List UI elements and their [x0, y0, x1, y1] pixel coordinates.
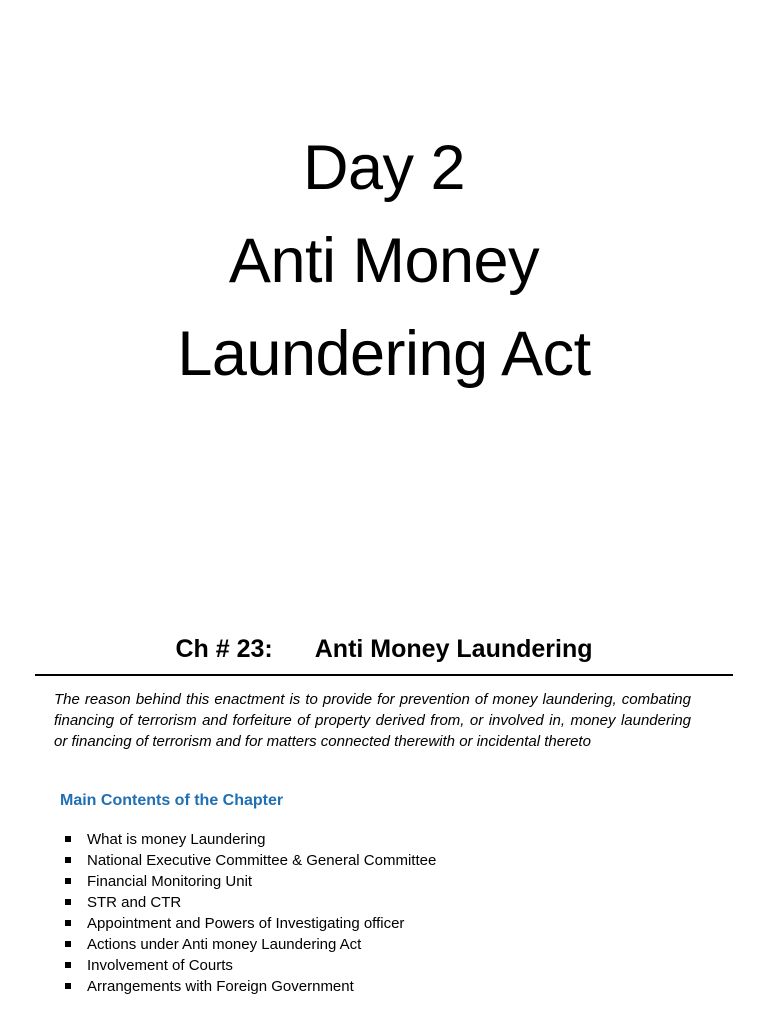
list-item [62, 976, 436, 997]
chapter-heading [0, 630, 768, 668]
square-bullet-icon [65, 857, 71, 863]
list-item-text: Involvement of Courts [87, 957, 233, 974]
contents-list [62, 829, 436, 997]
square-bullet-icon [65, 941, 71, 947]
title-line-anti-money: Anti Money [228, 226, 540, 296]
list-item [62, 871, 436, 892]
chapter-name: Anti Money Laundering [314, 635, 593, 663]
contents-heading: Main Contents of the Chapter [60, 792, 284, 809]
list-item-text: Arrangements with Foreign Government [87, 978, 354, 995]
title-line-day: Day 2 [302, 133, 466, 203]
square-bullet-icon [65, 920, 71, 926]
list-item [62, 829, 436, 850]
chapter-number: Ch # 23: [175, 635, 273, 663]
square-bullet-icon [65, 962, 71, 968]
list-item [62, 913, 436, 934]
list-item [62, 955, 436, 976]
heading-divider [35, 674, 733, 676]
title-line-laundering-act: Laundering Act [177, 319, 591, 389]
square-bullet-icon [65, 983, 71, 989]
list-item [62, 934, 436, 955]
list-item [62, 892, 436, 913]
list-item-text: What is money Laundering [87, 831, 266, 848]
list-item-text: National Executive Committee & General Committee [87, 852, 437, 869]
list-item-text: Financial Monitoring Unit [87, 873, 253, 890]
intro-paragraph: The reason behind this enactment is to provide for prevention of money laundering, combating financing of terrorism and forfeiture of property derived from, or involved in, money laundering or financing of terrorism and for matters connected therewith or incidental thereto [54, 691, 691, 750]
list-item-text: Actions under Anti money Laundering Act [87, 936, 362, 953]
slide-title [0, 122, 768, 401]
square-bullet-icon [65, 899, 71, 905]
list-item-text: Appointment and Powers of Investigating officer [87, 915, 405, 932]
list-item-text: STR and CTR [87, 894, 182, 911]
square-bullet-icon [65, 878, 71, 884]
square-bullet-icon [65, 836, 71, 842]
list-item [62, 850, 436, 871]
